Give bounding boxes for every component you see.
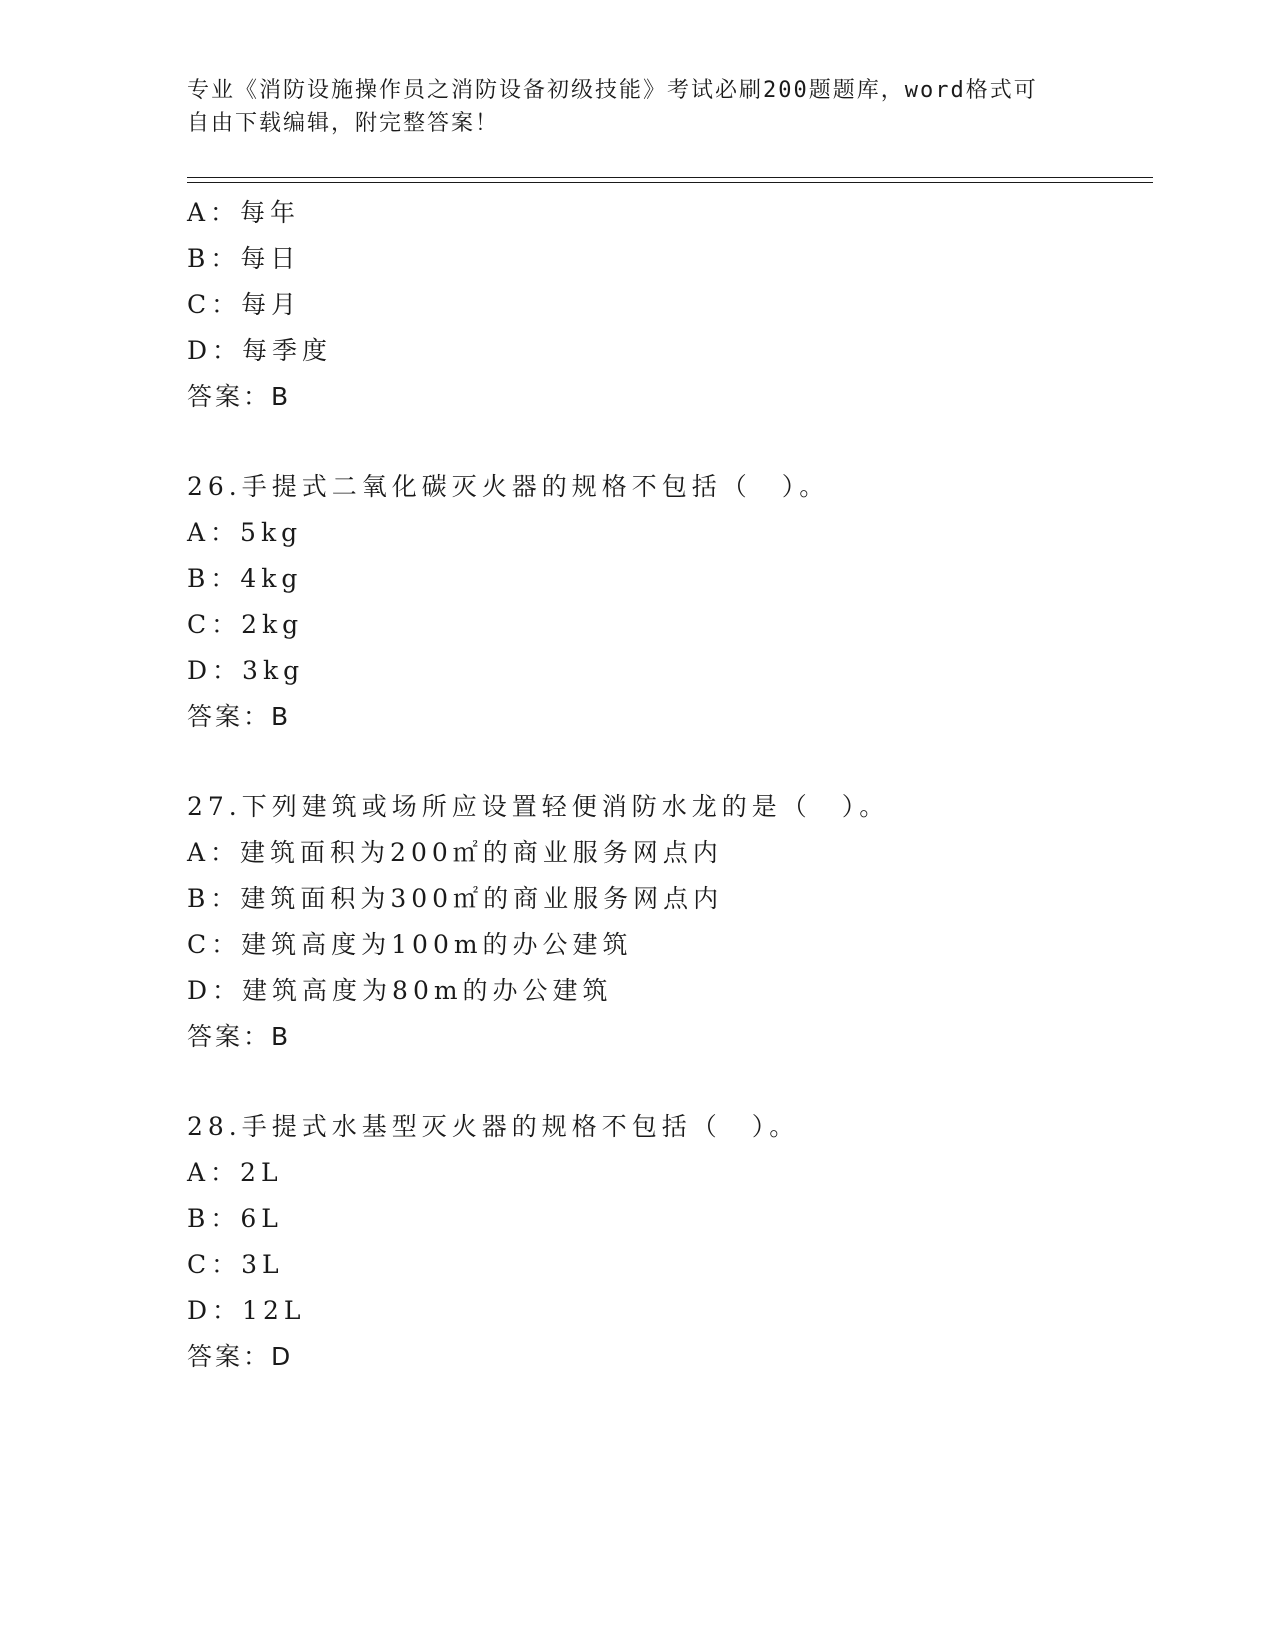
option-a: A：5kg bbox=[187, 518, 303, 547]
document-header bbox=[187, 74, 1087, 140]
option-d: D：12L bbox=[187, 1296, 306, 1325]
option-c: C：3L bbox=[187, 1250, 284, 1279]
option-c: C：建筑高度为100m的办公建筑 bbox=[187, 930, 633, 959]
answer-line: 答案：B bbox=[187, 382, 292, 411]
question-text: 26.手提式二氧化碳灭火器的规格不包括（ ）。 bbox=[187, 472, 830, 501]
option-a: A：建筑面积为200㎡的商业服务网点内 bbox=[187, 838, 723, 867]
answer-line: 答案：D bbox=[187, 1342, 294, 1371]
question-list bbox=[187, 190, 1147, 1380]
question-block bbox=[187, 1104, 1147, 1380]
header-divider-bottom bbox=[187, 182, 1153, 183]
block-spacer bbox=[187, 1060, 1147, 1104]
option-b: B：建筑面积为300㎡的商业服务网点内 bbox=[187, 884, 724, 913]
question-block bbox=[187, 464, 1147, 740]
option-a: A：每年 bbox=[187, 198, 301, 227]
option-b: B：4kg bbox=[187, 564, 303, 593]
option-d: D：3kg bbox=[187, 656, 305, 685]
header-divider-top bbox=[187, 177, 1153, 178]
block-spacer bbox=[187, 420, 1147, 464]
header-line-2: 自由下载编辑，附完整答案！ bbox=[187, 111, 500, 136]
block-spacer bbox=[187, 740, 1147, 784]
option-b: B：每日 bbox=[187, 244, 301, 273]
option-d: D：建筑高度为80m的办公建筑 bbox=[187, 976, 613, 1005]
question-text: 27.下列建筑或场所应设置轻便消防水龙的是（ ）。 bbox=[187, 792, 890, 821]
answer-line: 答案：B bbox=[187, 1022, 292, 1051]
question-block bbox=[187, 784, 1147, 1060]
answer-line: 答案：B bbox=[187, 702, 292, 731]
option-d: D：每季度 bbox=[187, 336, 333, 365]
question-block bbox=[187, 190, 1147, 420]
question-text: 28.手提式水基型灭火器的规格不包括（ ）。 bbox=[187, 1112, 800, 1141]
header-line-1: 专业《消防设施操作员之消防设备初级技能》考试必刷200题题库，word格式可 bbox=[187, 78, 1038, 103]
option-b: B：6L bbox=[187, 1204, 283, 1233]
option-c: C：每月 bbox=[187, 290, 302, 319]
option-a: A：2L bbox=[187, 1158, 283, 1187]
option-c: C：2kg bbox=[187, 610, 304, 639]
